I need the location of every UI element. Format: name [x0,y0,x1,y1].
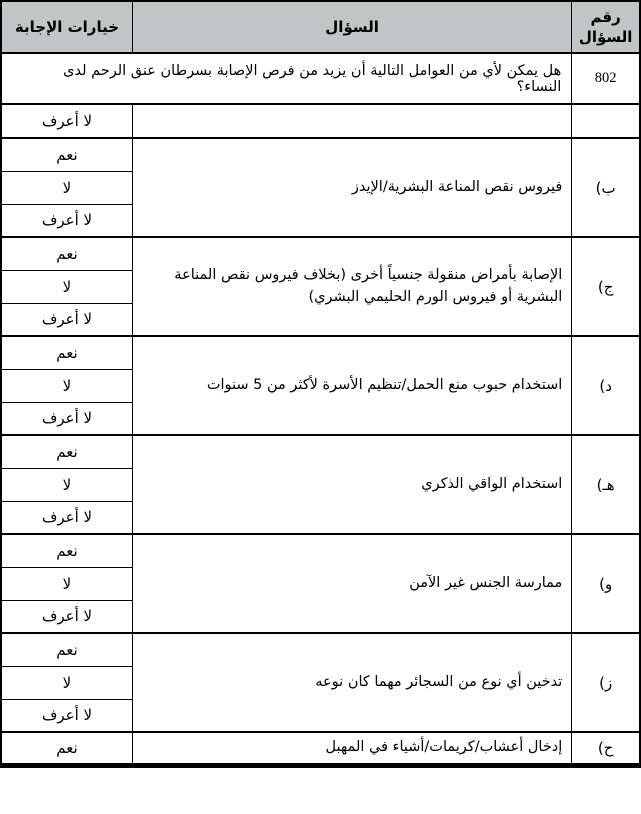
item-text: تدخين أي نوع من السجائر مهما كان نوعه [132,633,571,732]
item-letter: و) [572,534,640,633]
answer-option: لا [1,468,132,501]
answer-option: لا أعرف [1,303,132,336]
answer-option: لا [1,666,132,699]
table-header-row [1,1,640,53]
item-letter: د) [572,336,640,435]
answer-option: لا [1,369,132,402]
item-letter: هـ) [572,435,640,534]
answer-option: لا أعرف [1,600,132,633]
item-text: ممارسة الجنس غير الآمن [132,534,571,633]
answer-option: نعم [1,732,132,765]
item-text: إدخال أعشاب/كريمات/أشياء في المهبل [132,732,571,765]
question-row [1,53,640,104]
answer-option: نعم [1,633,132,666]
answer-option: نعم [1,336,132,369]
answer-option: لا أعرف [1,402,132,435]
answer-option: لا أعرف [1,104,132,138]
item-letter: ج) [572,237,640,336]
question-text: هل يمكن لأي من العوامل التالية أن يزيد من فرص الإصابة بسرطان عنق الرحم لدى النساء؟ [1,53,572,104]
item-row [1,633,640,666]
header-question: السؤال [132,1,571,53]
item-row [1,534,640,567]
answer-option: نعم [1,435,132,468]
answer-option: نعم [1,138,132,171]
header-answer-options: خيارات الإجابة [1,1,132,53]
item-text: الإصابة بأمراض منقولة جنسياً أخرى (بخلاف فيروس نقص المناعة البشرية أو فيروس الورم الحليمي البشري) [132,237,571,336]
item-row [1,336,640,369]
answer-option: نعم [1,534,132,567]
header-question-number: رقم السؤال [572,1,640,53]
item-letter: ب) [572,138,640,237]
answer-option: لا [1,270,132,303]
answer-option: لا [1,567,132,600]
item-text: استخدام الواقي الذكري [132,435,571,534]
orphan-question-cell [132,104,571,138]
item-letter: ح) [572,732,640,765]
orphan-option-row [1,104,640,138]
item-text: فيروس نقص المناعة البشرية/الإيدز [132,138,571,237]
item-row [1,732,640,765]
answer-option: لا [1,171,132,204]
item-letter: ز) [572,633,640,732]
question-number: 802 [572,53,640,104]
answer-option: لا أعرف [1,699,132,732]
answer-option: لا أعرف [1,501,132,534]
answer-option: لا أعرف [1,204,132,237]
item-row [1,138,640,171]
orphan-number-cell [572,104,640,138]
item-row [1,237,640,270]
item-text: استخدام حبوب منع الحمل/تنظيم الأسرة لأكثر من 5 سنوات [132,336,571,435]
item-row [1,435,640,468]
answer-option: نعم [1,237,132,270]
